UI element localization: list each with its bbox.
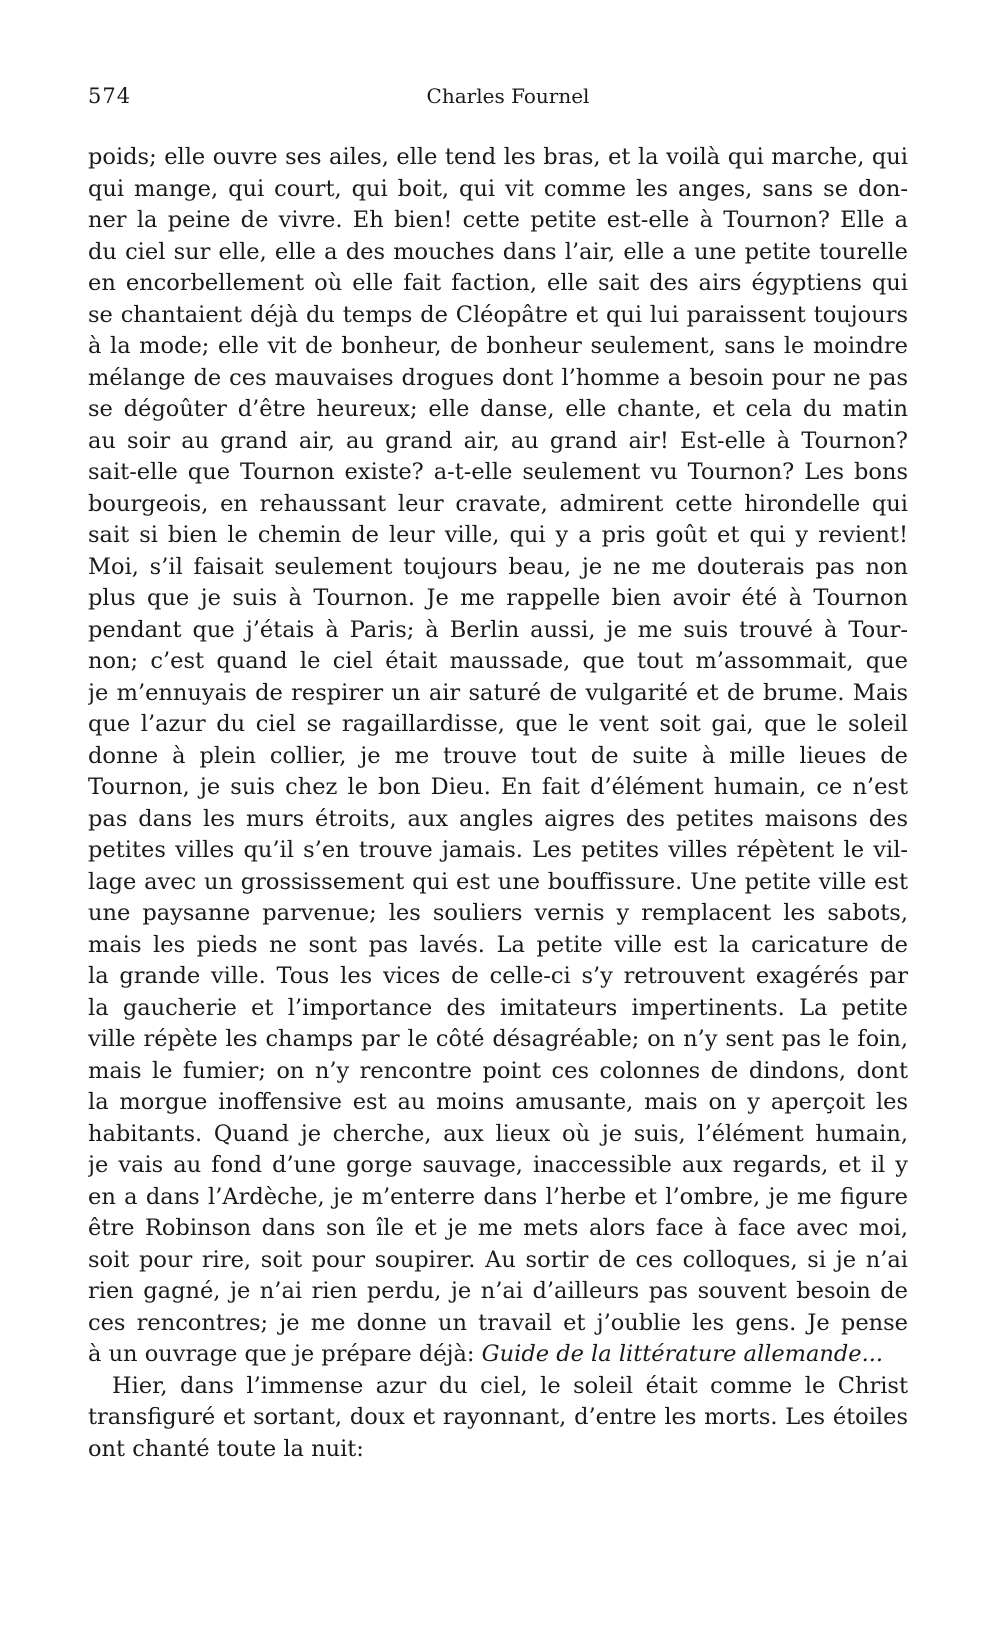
text-line: du ciel sur elle, elle a des mouches dans l’air, elle a une petite tourelle — [88, 238, 908, 265]
text-line: donne à plein collier, je me trouve tout de suite à mille lieues de — [88, 742, 908, 769]
book-page — [88, 78, 908, 1465]
page-number: 574 — [88, 84, 132, 108]
text-line: poids; elle ouvre ses ailes, elle tend les bras, et la voilà qui marche, qui — [88, 144, 908, 170]
text-line: rien gagné, je n’ai rien perdu, je n’ai d’ailleurs pas souvent besoin de — [88, 1278, 908, 1304]
text-line: se chantaient déjà du temps de Cléopâtre et qui lui paraissent toujours — [88, 301, 908, 328]
paragraph-1 — [88, 142, 908, 1371]
text-line: la grande ville. Tous les vices de celle-ci s’y retrouvent exagérés par — [88, 963, 908, 989]
text-line: à la mode; elle vit de bonheur, de bonheur seulement, sans le moindre — [88, 333, 908, 359]
text-line: bourgeois, en rehaussant leur cravate, admirent cette hirondelle qui — [88, 490, 908, 517]
text-span: à un ouvrage que je prépare déjà: — [88, 1341, 482, 1367]
text-line: sait-elle que Tournon existe? a-t-elle seulement vu Tournon? Les bons — [88, 459, 908, 485]
text-line: plus que je suis à Tournon. Je me rappelle bien avoir été à Tournon — [88, 585, 908, 611]
body-text — [88, 142, 908, 1465]
text-line: une paysanne parvenue; les souliers vernis y remplacent les sabots, — [88, 900, 908, 926]
text-line: au soir au grand air, au grand air, au grand air! Est-elle à Tournon? — [88, 427, 908, 454]
text-line: mélange de ces mauvaises drogues dont l’homme a besoin pour ne pas — [88, 364, 908, 391]
text-line-with-italic-title — [88, 1339, 908, 1371]
text-line: je m’ennuyais de respirer un air saturé de vulgarité et de brume. Mais — [88, 679, 908, 706]
text-line: ont chanté toute la nuit: — [88, 1435, 364, 1462]
text-line: ces rencontres; je me donne un travail et j’oublie les gens. Je pense — [88, 1309, 908, 1336]
text-line: pas dans les murs étroits, aux angles aigres des petites maisons des — [88, 805, 908, 832]
text-line: en a dans l’Ardèche, je m’enterre dans l’herbe et l’ombre, je me figure — [88, 1183, 908, 1210]
text-line: Tournon, je suis chez le bon Dieu. En fait d’élément humain, ce n’est — [88, 774, 908, 800]
text-line: transfiguré et sortant, doux et rayonnant, d’entre les morts. Les étoiles — [88, 1404, 908, 1430]
text-line: petites villes qu’il s’en trouve jamais. Les petites villes répètent le vil- — [88, 837, 908, 863]
text-line: soit pour rire, soit pour soupirer. Au sortir de ces colloques, si je n’ai — [88, 1246, 908, 1273]
text-line: se dégoûter d’être heureux; elle danse, elle chante, et cela du matin — [88, 396, 908, 422]
text-line: lage avec un grossissement qui est une bouffissure. Une petite ville est — [88, 868, 908, 895]
text-line: la morgue inoffensive est au moins amusante, mais on y aperçoit les — [88, 1089, 908, 1115]
text-line: habitants. Quand je cherche, aux lieux où je suis, l’élément humain, — [88, 1120, 908, 1147]
running-head — [88, 78, 908, 118]
book-title-italic: Guide de la littérature allemande... — [481, 1341, 884, 1367]
text-line: je vais au fond d’une gorge sauvage, inaccessible aux regards, et il y — [88, 1152, 908, 1178]
text-line: que l’azur du ciel se ragaillardisse, que le vent soit gai, que le soleil — [88, 711, 908, 737]
text-line: la gaucherie et l’importance des imitateurs impertinents. La petite — [88, 994, 908, 1021]
text-line: en encorbellement où elle fait faction, elle sait des airs égyptiens qui — [88, 270, 908, 296]
text-line: mais le fumier; on n’y rencontre point ces colonnes de dindons, dont — [88, 1057, 908, 1084]
text-line: sait si bien le chemin de leur ville, qui y a pris goût et qui y revient! — [88, 522, 908, 548]
text-line: non; c’est quand le ciel était maussade, que tout m’assommait, que — [88, 648, 908, 674]
text-line: être Robinson dans son île et je me mets alors face à face avec moi, — [88, 1215, 908, 1241]
text-line: ner la peine de vivre. Eh bien! cette petite est-elle à Tournon? Elle a — [88, 207, 908, 233]
text-line: mais les pieds ne sont pas lavés. La petite ville est la caricature de — [88, 931, 908, 958]
paragraph-2 — [88, 1371, 908, 1466]
text-line: pendant que j’étais à Paris; à Berlin aussi, je me suis trouvé à Tour- — [88, 616, 908, 643]
running-title: Charles Fournel — [426, 84, 590, 108]
text-line: qui mange, qui court, qui boit, qui vit comme les anges, sans se don- — [88, 175, 908, 202]
text-line: Hier, dans l’immense azur du ciel, le soleil était comme le Christ — [112, 1372, 908, 1399]
text-line: ville répète les champs par le côté désagréable; on n’y sent pas le foin, — [88, 1026, 908, 1052]
text-line: Moi, s’il faisait seulement toujours beau, je ne me douterais pas non — [88, 553, 908, 580]
